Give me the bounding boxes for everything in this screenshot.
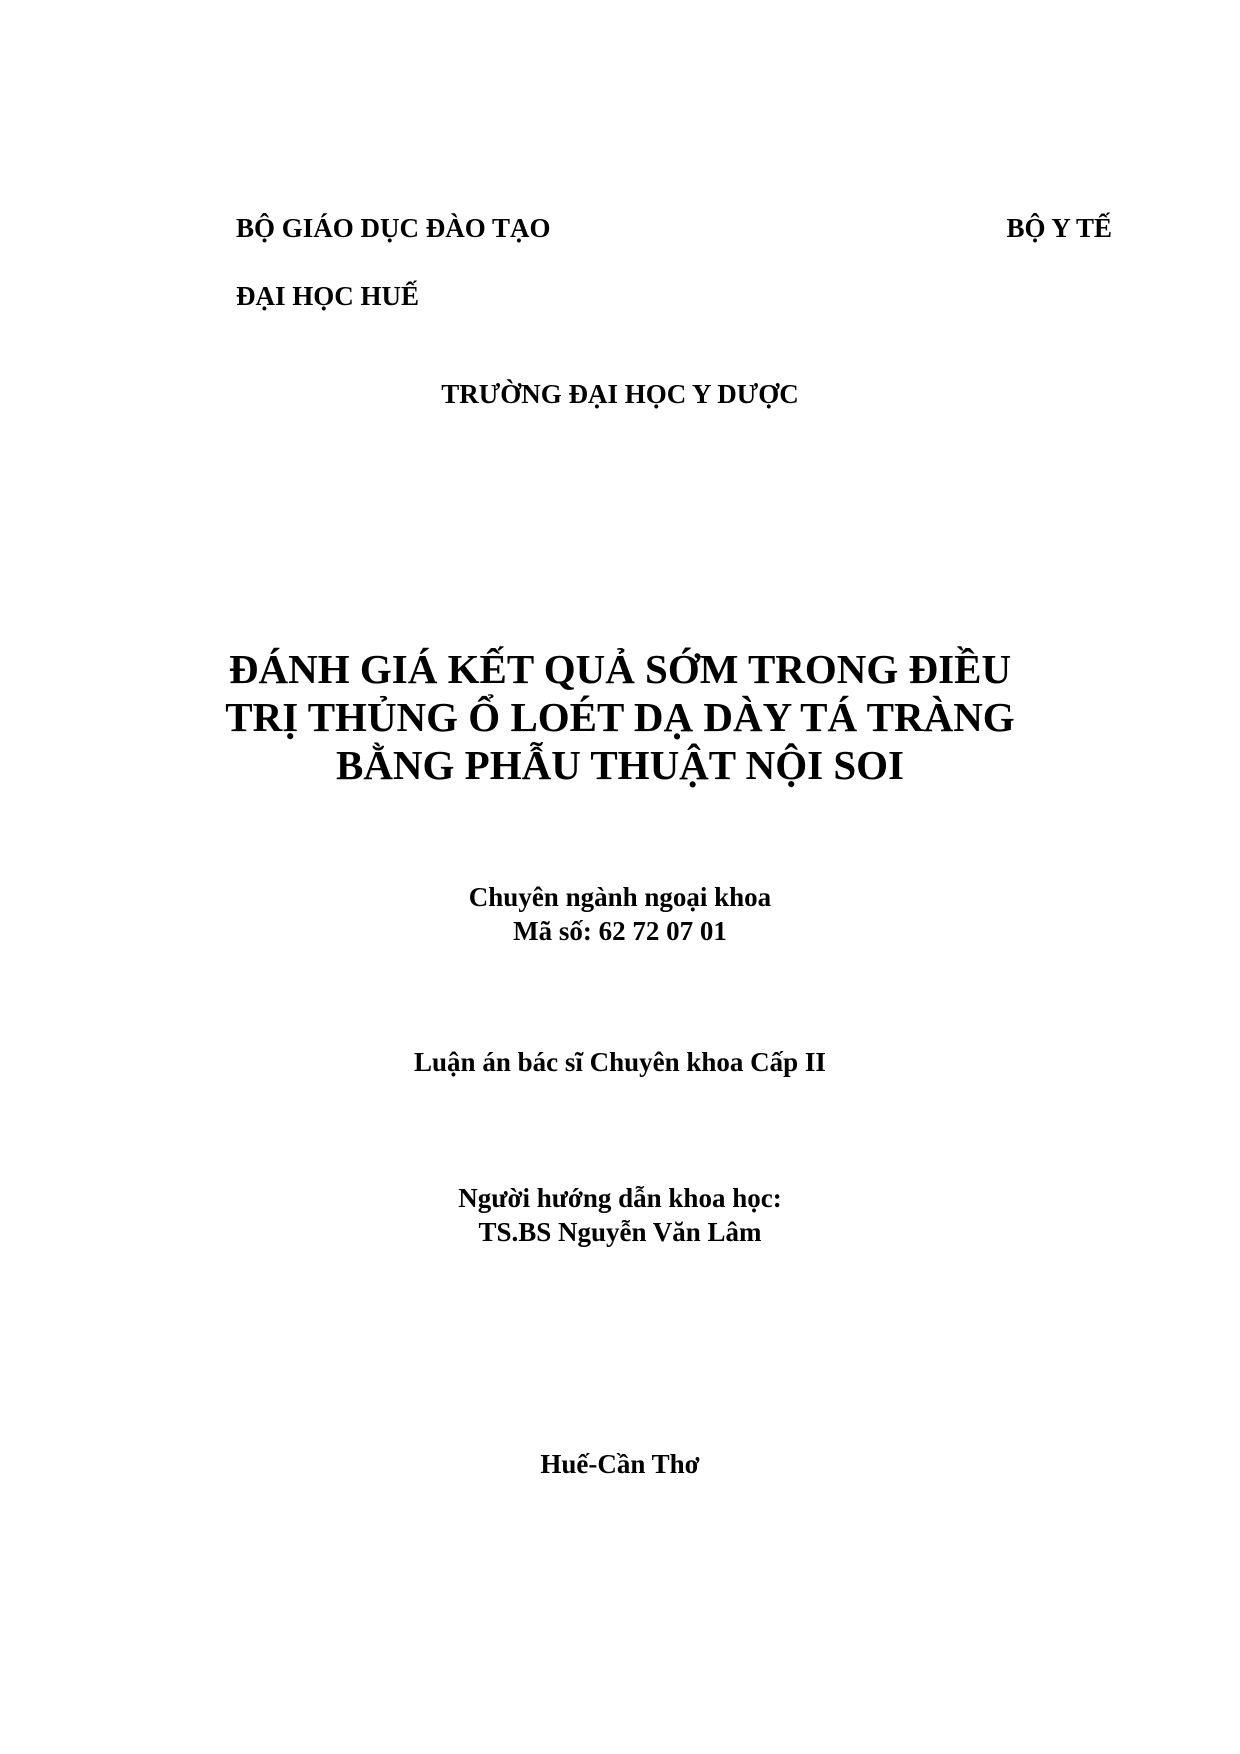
thesis-title <box>180 645 1060 789</box>
ministry-of-education: BỘ GIÁO DỤC ĐÀO TẠO <box>236 213 551 243</box>
advisor-label: Người hướng dẫn khoa học: <box>458 1183 782 1213</box>
thesis-title-line-1: ĐÁNH GIÁ KẾT QUẢ SỚM TRONG ĐIỀU <box>228 646 1012 692</box>
thesis-type: Luận án bác sĩ Chuyên khoa Cấp II <box>414 1047 826 1077</box>
specialty-name: Chuyên ngành ngoại khoa <box>468 882 772 912</box>
thesis-title-line-2: TRỊ THỦNG Ổ LOÉT DẠ DÀY TÁ TRÀNG <box>225 694 1015 740</box>
ministry-of-health: BỘ Y TẾ <box>1006 213 1112 243</box>
specialty-code: Mã số: 62 72 07 01 <box>513 916 727 946</box>
school-name: TRƯỜNG ĐẠI HỌC Y DƯỢC <box>441 379 799 409</box>
place-name: Huế-Cần Thơ <box>540 1449 700 1479</box>
thesis-title-line-3: BẰNG PHẪU THUẬT NỘI SOI <box>335 742 905 788</box>
advisor-name: TS.BS Nguyễn Văn Lâm <box>478 1217 762 1247</box>
university-name: ĐẠI HỌC HUẾ <box>236 281 420 311</box>
